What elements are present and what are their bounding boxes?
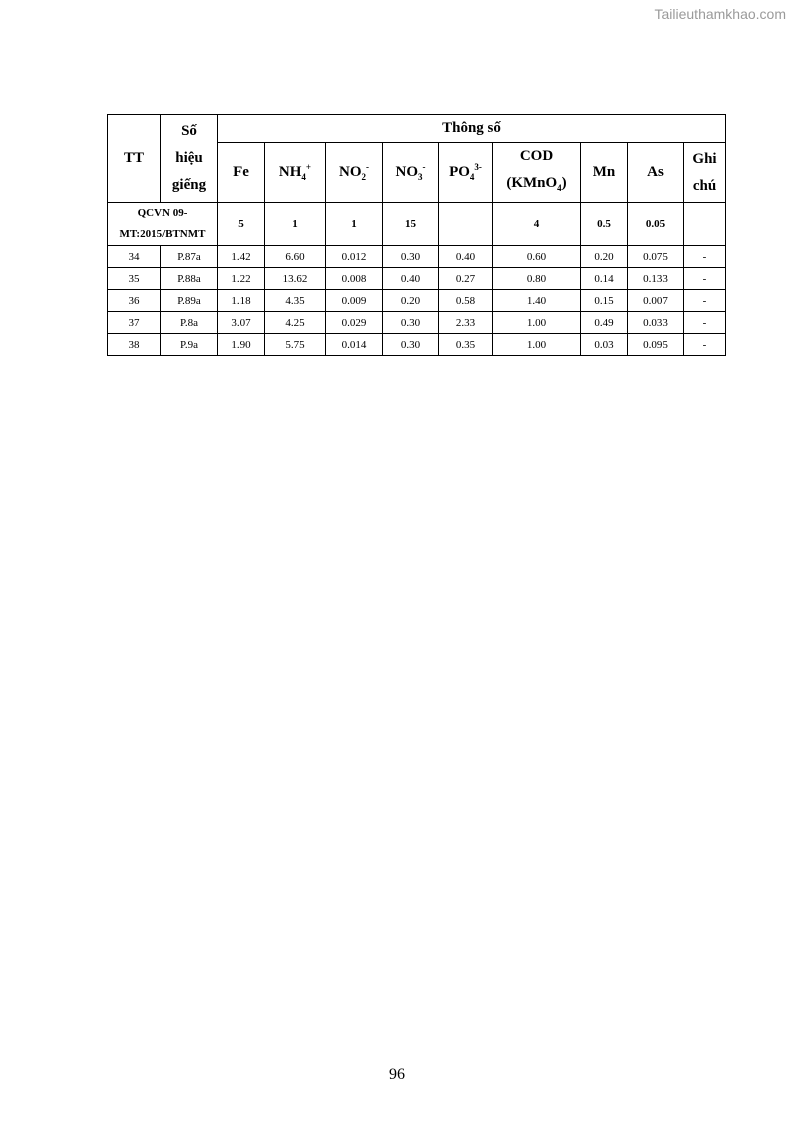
- param-sub: 4: [469, 172, 475, 182]
- header-line: giếng: [171, 177, 207, 193]
- param-base: As: [647, 164, 664, 180]
- table-cell: P.88a: [161, 268, 218, 290]
- table-cell: 34: [108, 246, 161, 268]
- table-cell: 38: [108, 334, 161, 356]
- param-sub: 4: [301, 172, 306, 182]
- table-cell: 0.008: [326, 268, 383, 290]
- standard-value: [439, 203, 493, 246]
- header-tt: TT: [108, 115, 161, 203]
- param-sub: 4: [557, 183, 562, 193]
- standard-value: 5: [218, 203, 265, 246]
- param-sup: -: [366, 162, 369, 172]
- table-row: [108, 290, 726, 312]
- param-base: NO: [339, 164, 362, 180]
- table-cell: 0.49: [581, 312, 628, 334]
- standard-label-line: QCVN 09-: [137, 207, 188, 219]
- header-param: [439, 143, 493, 203]
- table-cell: 3.07: [218, 312, 265, 334]
- table-cell: 37: [108, 312, 161, 334]
- standard-value: 1: [265, 203, 326, 246]
- table-cell: 0.27: [439, 268, 493, 290]
- param-line2: chú: [692, 177, 717, 194]
- table-cell: 0.012: [326, 246, 383, 268]
- table-cell: 0.30: [383, 246, 439, 268]
- header-param: [383, 143, 439, 203]
- header-param: [493, 143, 581, 203]
- table-cell: 0.20: [581, 246, 628, 268]
- table-cell: 1.22: [218, 268, 265, 290]
- param-sup: +: [305, 162, 312, 172]
- table-cell: 6.60: [265, 246, 326, 268]
- table-cell: P.87a: [161, 246, 218, 268]
- table-cell: 35: [108, 268, 161, 290]
- param-base: Fe: [233, 164, 249, 180]
- table-cell: 0.007: [628, 290, 684, 312]
- table-cell: 1.18: [218, 290, 265, 312]
- header-param: [326, 143, 383, 203]
- header-param-line: [628, 159, 683, 186]
- header-param-line: [326, 154, 382, 191]
- param-base: PO: [449, 164, 470, 180]
- table-cell: -: [684, 290, 726, 312]
- table-cell: 0.40: [439, 246, 493, 268]
- standard-value: [684, 203, 726, 246]
- param-sub: 3: [418, 172, 423, 182]
- table-cell: 0.30: [383, 334, 439, 356]
- table-cell: 0.095: [628, 334, 684, 356]
- table-cell: 0.014: [326, 334, 383, 356]
- table-cell: 2.33: [439, 312, 493, 334]
- table-cell: 0.20: [383, 290, 439, 312]
- header-param-line: [218, 159, 264, 186]
- header-thong-so: Thông số: [218, 115, 726, 143]
- table-cell: 36: [108, 290, 161, 312]
- param-sub: 2: [361, 172, 366, 182]
- standard-value: 1: [326, 203, 383, 246]
- standard-value: 0.05: [628, 203, 684, 246]
- standard-value: 4: [493, 203, 581, 246]
- table-cell: 1.00: [493, 334, 581, 356]
- header-param-line: [493, 143, 580, 170]
- table-cell: 0.80: [493, 268, 581, 290]
- param-line2-end: ): [561, 175, 567, 191]
- header-param: [628, 143, 684, 203]
- param-base: NH: [278, 164, 302, 180]
- table-cell: 13.62: [265, 268, 326, 290]
- table-cell: -: [684, 268, 726, 290]
- header-param: [265, 143, 326, 203]
- table-cell: -: [684, 334, 726, 356]
- table-cell: 0.40: [383, 268, 439, 290]
- table-cell: 0.029: [326, 312, 383, 334]
- header-param: [218, 143, 265, 203]
- param-base: NO: [395, 164, 418, 180]
- table-cell: -: [684, 312, 726, 334]
- param-base: COD: [519, 148, 554, 164]
- table-row: [108, 312, 726, 334]
- header-param: [684, 143, 726, 203]
- header-param-line: [684, 146, 725, 173]
- water-quality-table: [107, 114, 726, 356]
- header-param-line: [581, 159, 627, 186]
- table-cell: 0.14: [581, 268, 628, 290]
- table-cell: -: [684, 246, 726, 268]
- table-cell: 1.00: [493, 312, 581, 334]
- table-cell: 0.60: [493, 246, 581, 268]
- standard-label: [108, 203, 218, 246]
- header-param-line: [493, 170, 580, 202]
- table-cell: P.8a: [161, 312, 218, 334]
- table-cell: 0.15: [581, 290, 628, 312]
- param-base: Ghi: [692, 150, 717, 167]
- table-cell: 0.033: [628, 312, 684, 334]
- watermark: Tailieuthamkhao.com: [654, 6, 786, 22]
- param-base: Mn: [592, 164, 616, 180]
- table-cell: 0.133: [628, 268, 684, 290]
- table-cell: 5.75: [265, 334, 326, 356]
- header-param-line: [383, 154, 438, 191]
- header-line: hiệu: [175, 150, 203, 166]
- header-line: Số: [181, 123, 197, 139]
- table-cell: 0.35: [439, 334, 493, 356]
- standard-label-line: MT:2015/BTNMT: [119, 228, 206, 240]
- table-cell: P.89a: [161, 290, 218, 312]
- table-cell: 0.30: [383, 312, 439, 334]
- header-param: [581, 143, 628, 203]
- standard-value: 15: [383, 203, 439, 246]
- standard-value: 0.5: [581, 203, 628, 246]
- table-row: [108, 246, 726, 268]
- param-sup: -: [422, 162, 426, 172]
- header-param-line: [265, 154, 325, 191]
- table-cell: 0.075: [628, 246, 684, 268]
- param-line2: (KMnO: [506, 175, 558, 191]
- table-row: [108, 334, 726, 356]
- header-so-hieu-gieng: [161, 115, 218, 203]
- table-cell: P.9a: [161, 334, 218, 356]
- header-param-line: [439, 154, 492, 191]
- table-cell: 1.90: [218, 334, 265, 356]
- table-cell: 0.58: [439, 290, 493, 312]
- page-number: 96: [389, 1066, 405, 1083]
- table-cell: 1.42: [218, 246, 265, 268]
- table-row: [108, 268, 726, 290]
- table-cell: 4.25: [265, 312, 326, 334]
- header-param-line: [684, 173, 725, 200]
- table-cell: 4.35: [265, 290, 326, 312]
- param-sup: 3-: [474, 162, 482, 172]
- table-cell: 0.03: [581, 334, 628, 356]
- table-cell: 1.40: [493, 290, 581, 312]
- table-cell: 0.009: [326, 290, 383, 312]
